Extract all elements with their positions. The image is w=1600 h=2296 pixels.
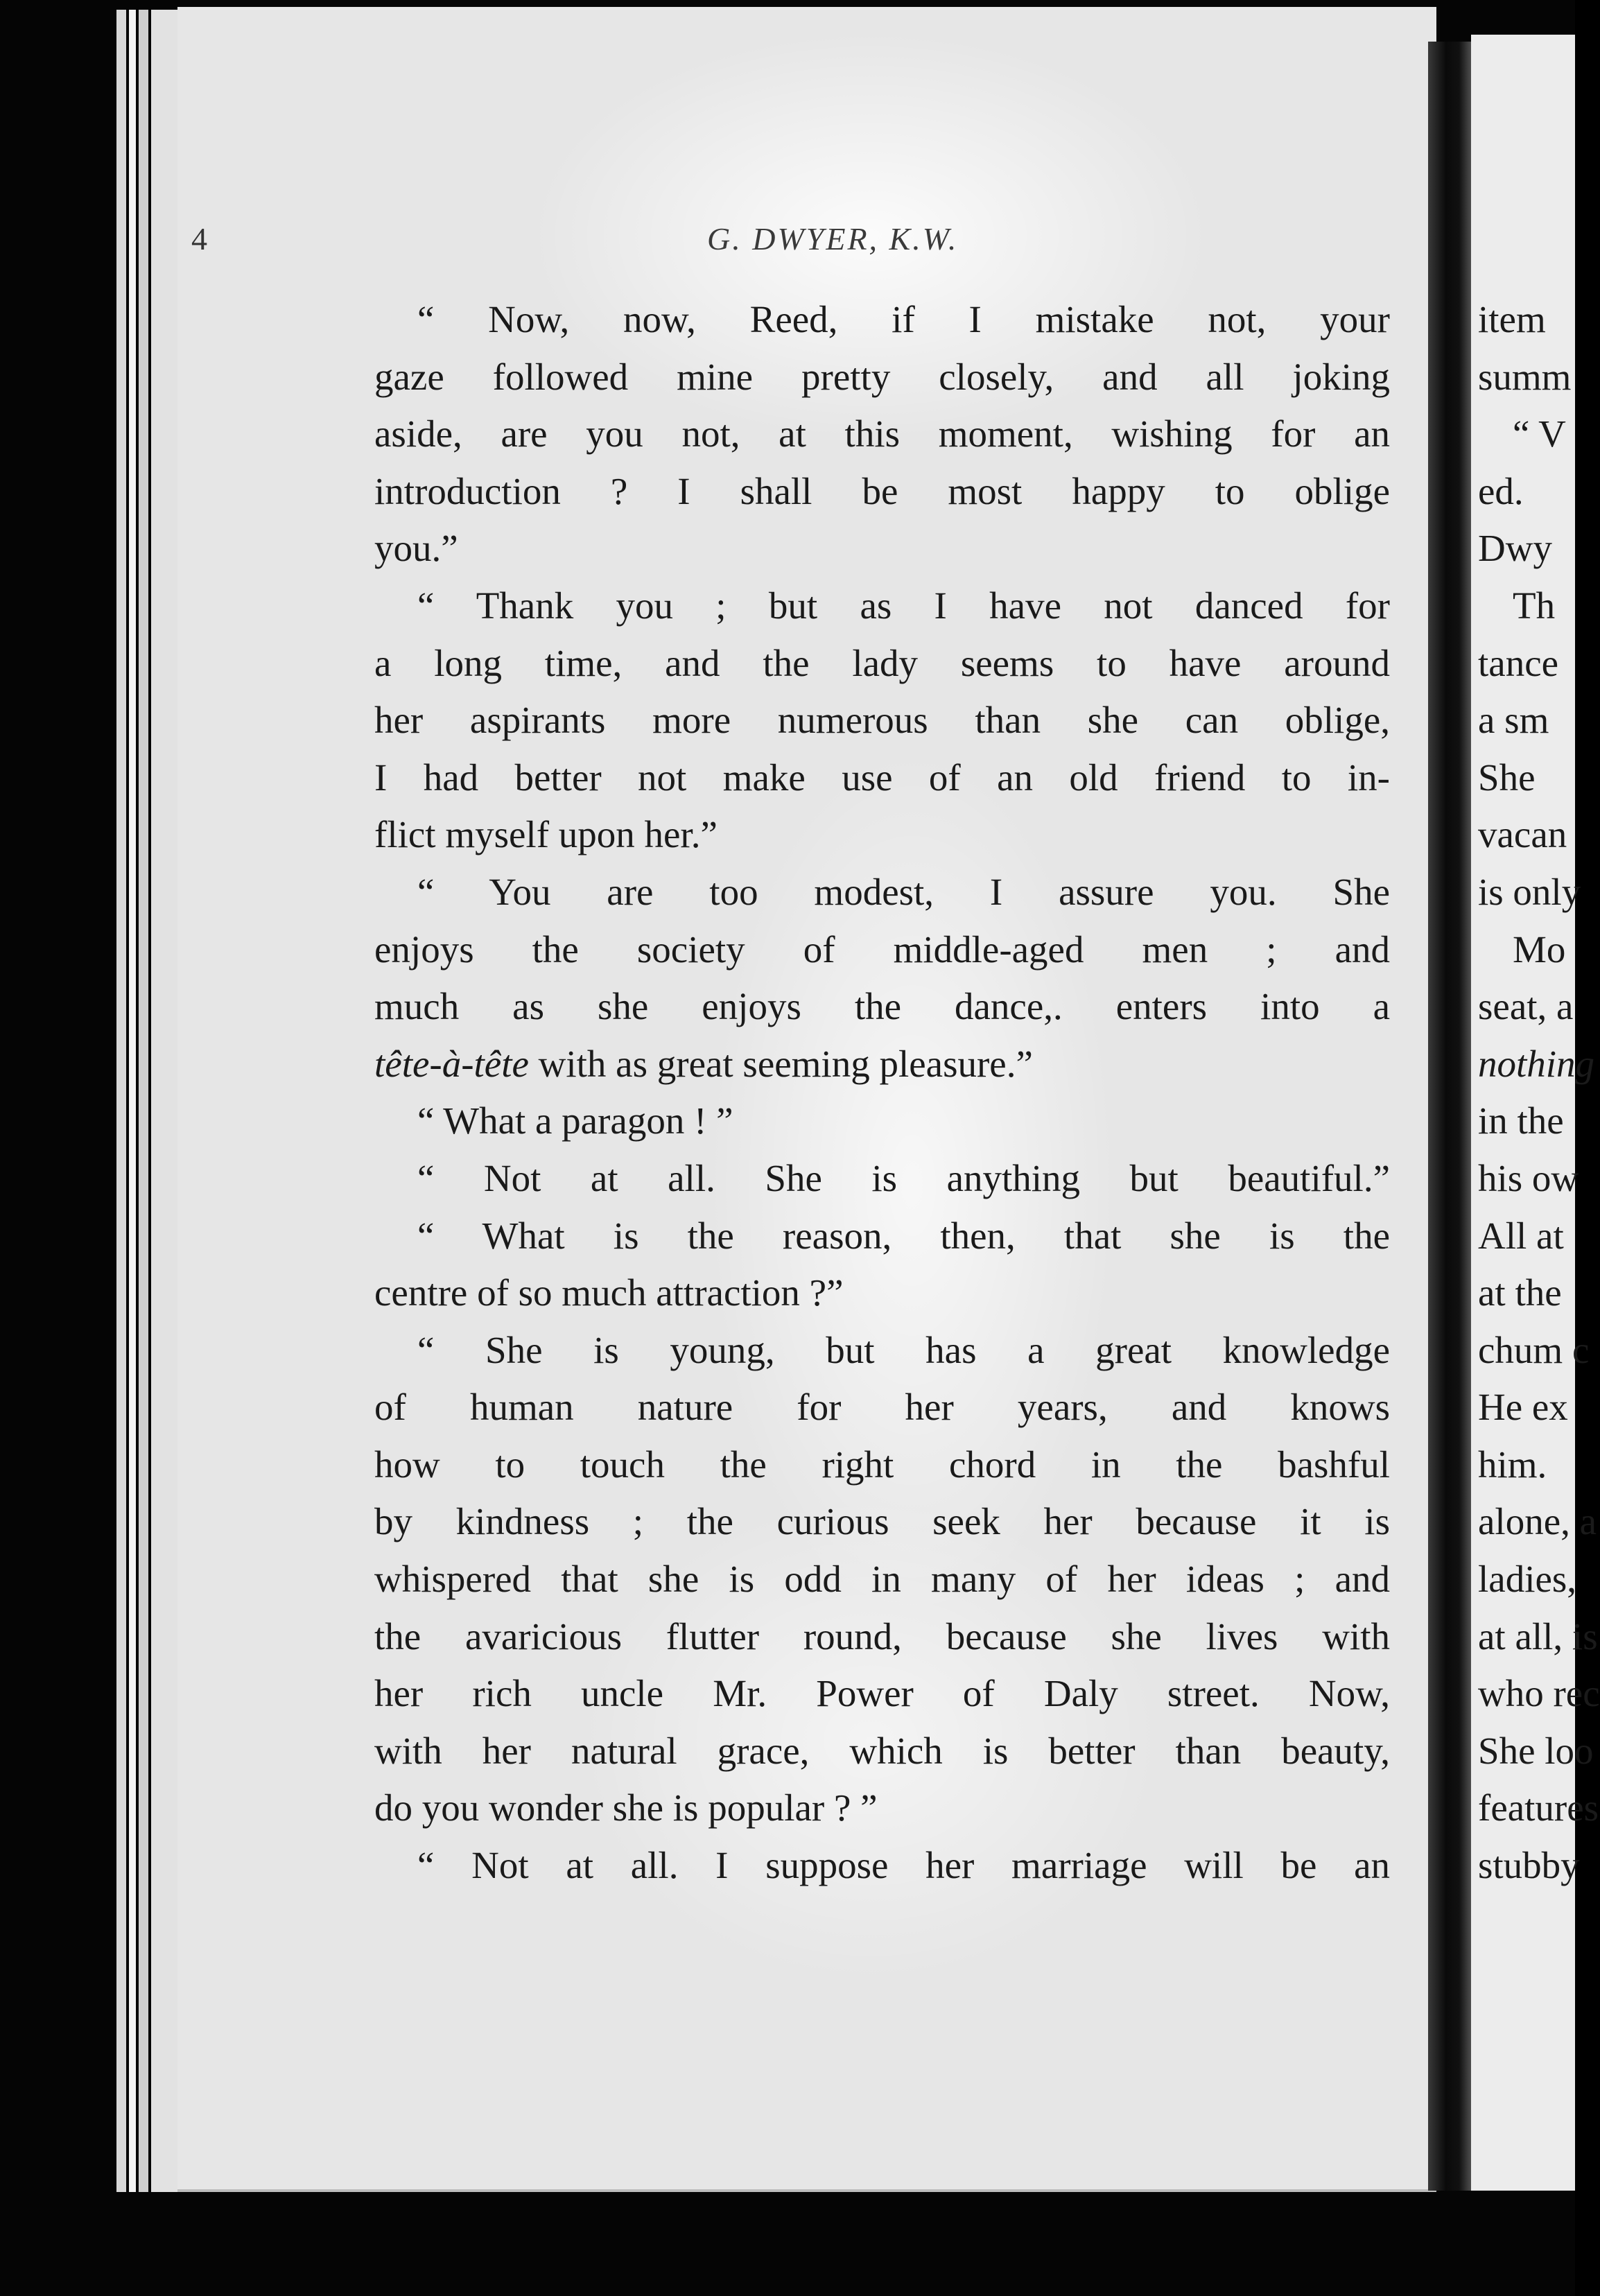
text-line: “ Not at all. She is anything but beautiful.”: [417, 1156, 1390, 1199]
text-line: [374, 1036, 1390, 1093]
page-edge: [129, 10, 136, 2192]
text-line: features: [1478, 1786, 1599, 1829]
text-line: “ Not at all. I suppose her marriage will be an: [417, 1844, 1390, 1887]
text-line: alone, a: [1478, 1500, 1597, 1543]
text-line: stubby: [1478, 1844, 1580, 1887]
text-line: vacan: [1478, 813, 1567, 856]
text-line: “ What a paragon ! ”: [417, 1099, 733, 1142]
text-line: She loo: [1478, 1729, 1594, 1772]
text-line: seat, a: [1478, 985, 1574, 1028]
text-line: flict myself upon her.”: [374, 813, 718, 856]
text-line: Mo: [1513, 928, 1566, 971]
book-gutter: [1428, 42, 1472, 2191]
text-line: introduction ? I shall be most happy to oblige: [374, 469, 1390, 512]
text-line: a sm: [1478, 699, 1549, 742]
text-line: by kindness ; the curious seek her because it is: [374, 1500, 1390, 1543]
text-line: a long time, and the lady seems to have around: [374, 641, 1390, 684]
text-line: her rich uncle Mr. Power of Daly street. Now,: [374, 1672, 1390, 1715]
text-line: nothing: [1478, 1042, 1595, 1085]
page-edge: [139, 10, 148, 2192]
text-line: who rec: [1478, 1672, 1600, 1715]
text-line: “ Now, now, Reed, if I mistake not, your: [417, 298, 1390, 340]
text-line: chum c: [1478, 1328, 1590, 1371]
text-line: “ She is young, but has a great knowledge: [417, 1328, 1390, 1371]
text-line: her aspirants more numerous than she can oblige,: [374, 699, 1390, 742]
left-page-body-text: [374, 291, 1390, 1899]
text-line: him.: [1478, 1443, 1547, 1486]
text-line: with her natural grace, which is better than beauty,: [374, 1729, 1390, 1772]
page-edge: [151, 10, 179, 2192]
text-line: of human nature for her years, and knows: [374, 1386, 1390, 1429]
text-line: in the: [1478, 1099, 1564, 1142]
text-line: aside, are you not, at this moment, wishing for an: [374, 412, 1390, 455]
text-line: “ You are too modest, I assure you. She: [417, 870, 1390, 913]
text-line: at the: [1478, 1271, 1562, 1314]
text-line: much as she enjoys the dance,. enters into a: [374, 985, 1390, 1028]
right-page-body-text: [1478, 291, 1600, 1895]
text-line: “ What is the reason, then, that she is the: [417, 1214, 1390, 1257]
page-edge: [116, 10, 126, 2192]
text-line: Th: [1513, 584, 1556, 627]
text-line: is only: [1478, 870, 1581, 913]
text-segment: with as great seeming pleasure.”: [528, 1042, 1033, 1085]
text-line: ladies,: [1478, 1558, 1577, 1601]
italic-phrase: tête-à-tête: [374, 1042, 529, 1085]
text-line: item: [1478, 298, 1546, 340]
text-line: “ V: [1513, 412, 1566, 455]
text-line: how to touch the right chord in the bashful: [374, 1443, 1390, 1486]
page-number: 4: [191, 221, 207, 256]
text-line: summ: [1478, 355, 1572, 398]
text-line: his ow: [1478, 1156, 1579, 1199]
text-line: ed.: [1478, 469, 1524, 512]
text-line: “ Thank you ; but as I have not danced for: [417, 584, 1390, 627]
text-line: I had better not make use of an old friend to in-: [374, 756, 1390, 799]
text-line: whispered that she is odd in many of her ideas ; and: [374, 1558, 1390, 1601]
text-line: centre of so much attraction ?”: [374, 1271, 844, 1314]
text-line: tance: [1478, 641, 1559, 684]
text-line: He ex: [1478, 1386, 1568, 1429]
running-head: G. DWYER, K.W.: [707, 221, 959, 256]
text-line: Dwy: [1478, 527, 1552, 570]
text-line: do you wonder she is popular ? ”: [374, 1786, 878, 1829]
text-line: the avaricious flutter round, because she lives with: [374, 1615, 1390, 1658]
text-line: gaze followed mine pretty closely, and all joking: [374, 355, 1390, 398]
text-line: All at: [1478, 1214, 1564, 1257]
text-line: She: [1478, 756, 1536, 799]
text-line: enjoys the society of middle-aged men ; and: [374, 928, 1390, 971]
text-line: at all, is: [1478, 1615, 1598, 1658]
text-line: you.”: [374, 527, 458, 570]
